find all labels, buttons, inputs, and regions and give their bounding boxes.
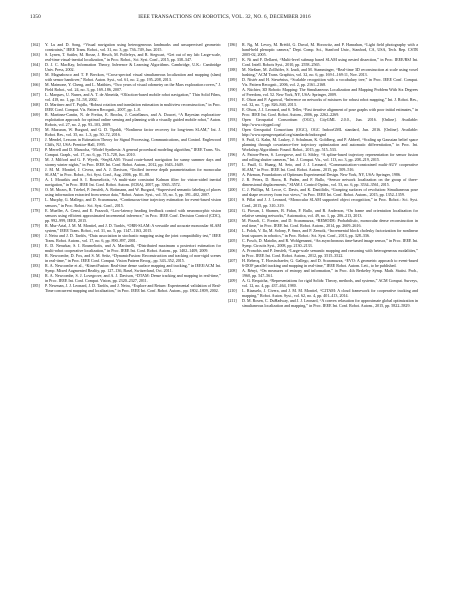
reference-entry bbox=[228, 42, 418, 57]
reference-text: Open Geospatial Consortium (OGC), OGC IndoorGML standard, Jun. 2016. [Online]. Available: http://www.opengeospatial.org/standards/indoorgml bbox=[242, 127, 418, 138]
reference-entry bbox=[31, 167, 221, 177]
reference-text: P. Merrell and D. Manocha, “Model Synthesis: A general procedural modeling algorithm,” IEEE Trans. Vis. Comput. Graph., vol. 17, no. 6, pp. 715–728, Jun. 2010. bbox=[45, 147, 221, 158]
reference-entry bbox=[31, 243, 221, 253]
reference-number: [198] bbox=[228, 172, 237, 178]
reference-text: J. Neira and J. D. Tardós, “Data association in stochastic mapping using the joint compatibility test,” IEEE Trans. Robot. Autom., vol. 17, no. 6, pp. 890–897, 2001. bbox=[45, 232, 221, 243]
reference-text: E. Mueller, A. Censi, and E. Frazzoli, “Low-latency heading feedback control with neuromorphic vision sensors using efficient approximated incremental inference,” in Proc. IEEE Conf. Decision Control (CDC), pp. 992–999, IEEE, 2015. bbox=[45, 207, 221, 223]
reference-entry bbox=[228, 162, 418, 172]
reference-number: [181] bbox=[31, 242, 40, 248]
reference-number: [175] bbox=[31, 177, 40, 183]
reference-text: P. Newman, J. J. Leonard, J. D. Tardós, and J. Neira, “Explore and Return: Experimental validation of Real-Time concurrent mapping and localization,” in Proc. IEEE Int. Conf. Robot. Autom., pp. 1802–1809, 2002. bbox=[45, 282, 221, 293]
reference-text: G. Piovan, I. Shames, B. Fidan, F. Bullo, and B. Anderson, “On frame and orientation localization for relative sensing networks,” Automatica, vol. 49, no. 1, pp. 206–213, 2013. bbox=[242, 207, 418, 218]
reference-text: Y. Lu and D. Song, “Visual navigation using heterogeneous landmarks and unsupervised geometric constraints,” IEEE Trans. Robot., vol. 31, no. 3, pp. 736–749, Jun. 2015. bbox=[45, 42, 221, 53]
reference-entry bbox=[228, 137, 418, 152]
reference-number: [185] bbox=[31, 282, 40, 288]
references-right-column bbox=[228, 42, 418, 308]
reference-text: E. D. Nerurkar, S. I. Roumeliotis, and A. Martinelli, “Distributed maximum a posteriori estimation for multi-robot cooperative localization,” in Proc. IEEE Int. Conf. Robot. Autom., pp. 1402–1409, 2009. bbox=[45, 242, 221, 253]
reference-entry bbox=[228, 117, 418, 127]
reference-text: L. Riazuelo, J. Civera, and J. M. M. Montiel, “C2TAM: A cloud framework for cooperative tracking and mapping,” Robot. Auton. Syst., vol. 62, no. 4, pp. 401–413, 2014. bbox=[242, 287, 418, 298]
reference-text: S. Pillai and J. J. Leonard, “Monocular SLAM supported object recognition,” in Proc. Robot.: Sci. Syst. Conf., 2015, pp. 310–319. bbox=[242, 197, 418, 208]
reference-entry bbox=[31, 233, 221, 243]
reference-text: R. A. Newcombe, S. J. Lovegrove, and A. J. Davison, “DTAM: Dense tracking and mapping in real-time,” in Proc. IEEE Int. Conf. Comput. Vision, pp. 2320–2327, 2011. bbox=[45, 272, 221, 283]
reference-entry bbox=[228, 288, 418, 298]
reference-text: O. M. Mozos, R. Triebel, P. Jensfelt, A. Rottmann, and W. Burgard, “Supervised semantic labeling of places using information extracted from sensor data,” Robot. Auton. Syst., vol. 55, no. 5, pp. 391–402, 2007. bbox=[45, 187, 221, 198]
reference-number: [210] bbox=[228, 287, 237, 293]
reference-text: R. Mur-Artal, J. M. M. Montiel, and J. D. Tardós, “ORB-SLAM: A versatile and accurate monocular SLAM system,” IEEE Trans. Robot., vol. 31, no. 5, pp. 1147–1163, 2015. bbox=[45, 222, 221, 233]
reference-number: [211] bbox=[228, 297, 237, 303]
reference-number: [190] bbox=[228, 87, 237, 93]
reference-number: [163] bbox=[31, 52, 40, 58]
reference-number: [174] bbox=[31, 167, 40, 173]
reference-text: C. J. Phillips, M. Lecce, C. Davis, and K. Daniilidis, “Grasping surfaces of revolution: Simultaneous pose and shape recovery from two views,” in Proc. IEEE Int. Conf. Robot. Autom., 2015, pp. 1352–1359. bbox=[242, 187, 418, 198]
reference-number: [194] bbox=[228, 127, 237, 133]
reference-entry bbox=[31, 263, 221, 273]
reference-text: D. M. Rosen, C. DuHadway, and J. J. Leonard, “A convex relaxation for approximate global optimization in simultaneous localization and mapping,” in Proc. IEEE Int. Conf. Robot. Autom., 2015, pp. 5822–5829. bbox=[242, 297, 418, 308]
reference-text: K. Ni and F. Dellaert, “Multi-level submap based SLAM using nested dissection,” in Proc. IEEE/RSJ Int. Conf. Intell. Robots Syst., 2010, pp. 2558–2565. bbox=[242, 57, 418, 68]
reference-number: [171] bbox=[31, 137, 40, 143]
reference-number: [166] bbox=[31, 82, 40, 88]
reference-text: M. Mazuran, W. Burgard, and G. D. Tipaldi, “Nonlinear factor recovery for long-term SLAM,” Int. J. Robot. Res., vol. 35, no. 1–3, pp. 50–72, 2016. bbox=[45, 127, 221, 138]
reference-number: [208] bbox=[228, 267, 237, 273]
reference-text: M. Nießner, M. Zollhöfer, S. Izadi, and M. Stamminger, “Real-time 3D reconstruction at scale using voxel hashing,” ACM Trans. Graphics, vol. 32, no. 6, pp. 169:1–169:11, Nov. 2013. bbox=[242, 67, 418, 78]
reference-number: [200] bbox=[228, 187, 237, 193]
reference-number: [186] bbox=[228, 42, 237, 47]
reference-text: R. Martinez-Cantin, N. de Freitas, E. Brochu, J. Castellanos, and A. Doucet, “A Bayesian exploration-exploitation approach for optimal online sensing and planning with a visually guided mobile robot,” Auton. Robots, vol. 27, no. 2, pp. 93–103, 2009. bbox=[45, 112, 221, 128]
reference-entry bbox=[31, 208, 221, 223]
reference-text: D. Martinec and T. Pajdla, “Robust rotation and translation estimation in multiview reconstruction,” in Proc. IEEE Conf. Comput. Vis. Pattern Recognit., 2007, pp. 1–8. bbox=[45, 102, 221, 113]
reference-number: [191] bbox=[228, 97, 237, 103]
reference-entry bbox=[228, 278, 418, 288]
reference-entry bbox=[228, 87, 418, 97]
page-header bbox=[30, 13, 419, 22]
reference-text: D. J. C. MacKay, Information Theory, Inference & Learning Algorithms. Cambridge, U.K.: Cambridge Univ. Press, 2002. bbox=[45, 62, 221, 73]
reference-number: [165] bbox=[31, 72, 40, 78]
reference-text: R. Newcombe, D. Fox, and S. M. Seitz, “DynamicFusion: Reconstruction and tracking of non-rigid scenes in real-time,” in Proc. IEEE Conf. Comput. Vision Pattern Recog., pp. 343–352, 2015. bbox=[45, 252, 221, 263]
reference-number: [167] bbox=[31, 92, 40, 98]
reference-text: M. J. Milford and G. F. Wyeth, “SeqSLAM: Visual route-based navigation for sunny summer days and stormy winter nights,” in Proc. IEEE Int. Conf. Robot. Autom., 2012, pp. 1643–1649. bbox=[45, 157, 221, 168]
reference-entry bbox=[228, 77, 418, 87]
reference-number: [199] bbox=[228, 177, 237, 183]
reference-number: [193] bbox=[228, 117, 237, 123]
reference-number: [176] bbox=[31, 187, 40, 193]
reference-number: [170] bbox=[31, 127, 40, 133]
reference-number: [206] bbox=[228, 247, 237, 253]
page-number: 1350 bbox=[30, 14, 41, 20]
reference-number: [195] bbox=[228, 137, 237, 143]
reference-text: A. Patron-Perez, S. Lovegrove, and G. Sibley, “A spline-based trajectory representation for sensor fusion and rolling shutter cameras,” Int. J. Comput. Vis., vol. 113, no. 3, pp. 208–219, 2015. bbox=[242, 152, 418, 163]
reference-text: M. Maimone, Y. Cheng, and L. Matthies, “Two years of visual odometry on the Mars exploration rovers,” J. Field Robot., vol. 24, no. 3, pp. 169–186, 2007. bbox=[45, 82, 221, 93]
reference-text: L. Paull, G. Huang, M. Seto, and J. J. Leonard, “Communication-constrained multi-AUV cooperative SLAM,” in Proc. IEEE Int. Conf. Robot. Autom., 2015, pp. 509–516. bbox=[242, 162, 418, 173]
reference-number: [209] bbox=[228, 277, 237, 283]
reference-text: M. Magnabosco and T. P. Breckon, “Cross-spectral visual simultaneous localization and mapping (slam) with sensor handover,” Robot. Auton. Syst., vol. 61, no. 2, pp. 195–208, 2013. bbox=[45, 72, 221, 83]
reference-entry bbox=[31, 273, 221, 283]
reference-entry bbox=[31, 102, 221, 112]
reference-entry bbox=[228, 248, 418, 258]
reference-entry bbox=[228, 238, 418, 248]
reference-text: Open Geospatial Consortium (OGC), CityGML 2.0.0., Jun. 2016. [Online]. Available: http://www.citygml.org/ bbox=[242, 117, 418, 128]
reference-entry bbox=[31, 177, 221, 187]
reference-text: R. Ng, M. Levoy, M. Brédif, G. Duval, M. Horowitz, and P. Hanrahan, “Light field photography with a hand-held plenoptic camera,” Dept. Comp. Sci., Stanford Univ., Stanford, CA, USA, Tech. Rep. CSTR 2005-02, 2005. bbox=[242, 42, 418, 58]
reference-entry bbox=[31, 92, 221, 102]
reference-entry bbox=[31, 82, 221, 92]
reference-number: [197] bbox=[228, 162, 237, 168]
reference-number: [192] bbox=[228, 107, 237, 113]
reference-entry bbox=[31, 127, 221, 137]
reference-number: [183] bbox=[31, 262, 40, 268]
reference-number: [207] bbox=[228, 257, 237, 263]
reference-number: [196] bbox=[228, 152, 237, 158]
reference-entry bbox=[31, 223, 221, 233]
reference-text: J. Mendel, Lessons in Estimation Theory for Signal Processing, Communications, and Control. Englewood Cliffs, NJ, USA: Prentice-Hall, 1995. bbox=[45, 137, 221, 148]
reference-number: [187] bbox=[228, 57, 237, 63]
reference-number: [180] bbox=[31, 232, 40, 238]
journal-running-title: IEEE TRANSACTIONS ON ROBOTICS, VOL. 32, NO. 6, DECEMBER 2016 bbox=[138, 14, 311, 20]
reference-text: D. Nistér and H. Stewénius, “Scalable recognition with a vocabulary tree,” in Proc. IEEE Conf. Comput. Vis. Pattern Recognit., 2006, vol. 2, pp. 2161–2168. bbox=[242, 77, 418, 88]
reference-text: A. I. Mourikis and S. I. Roumeliotis, “A multi-state constraint Kalman filter for vision-aided inertial navigation,” in Proc. IEEE Int. Conf. Robot. Autom. (ICRA), 2007, pp. 3565–3572. bbox=[45, 177, 221, 188]
reference-number: [205] bbox=[228, 237, 237, 243]
reference-number: [168] bbox=[31, 102, 40, 108]
reference-number: [189] bbox=[228, 77, 237, 83]
reference-text: R. A. Newcombe et al., “KinectFusion: Real-time dense surface mapping and tracking,” in IEEE/ACM Int. Symp. Mixed Augmented Reality, pp. 127–136, Basel, Switzerland, Oct. 2011. bbox=[45, 262, 221, 273]
reference-entry bbox=[31, 187, 221, 197]
reference-text: M. Pizzoli, C. Forster, and D. Scaramuzza, “REMODE: Probabilistic, monocular dense reconstruction in real time,” in Proc. IEEE Int. Conf. Robot. Autom., 2014, pp. 2609–2616. bbox=[242, 217, 418, 228]
reference-text: L. Polok, V. Ila, M. Solony, P. Smrz, and P. Zemcik, “Incremental block cholesky factorization for nonlinear least squares in robotics,” in Proc. Robot.: Sci. Syst. Conf., 2013, pp. 328–336. bbox=[242, 227, 418, 238]
reference-entry bbox=[31, 52, 221, 62]
reference-text: A. Pázman, Foundations of Optimum Experimental Design. New York, NY, USA: Springer, 1986. bbox=[242, 172, 401, 178]
reference-number: [162] bbox=[31, 42, 40, 47]
reference-number: [164] bbox=[31, 62, 40, 68]
reference-number: [179] bbox=[31, 222, 40, 228]
reference-entry bbox=[228, 208, 418, 218]
reference-entry bbox=[228, 298, 418, 308]
reference-entry bbox=[228, 218, 418, 228]
reference-number: [178] bbox=[31, 207, 40, 213]
reference-entry bbox=[228, 197, 418, 207]
reference-text: H. Rebecq, T. Horstschaefer, G. Gallego, and D. Scaramuzza, “EVO: A geometric approach to event-based 6-DOF parallel tracking and mapping in real-time,” IEEE Robot. Autom. Lett., to be published. bbox=[242, 257, 418, 268]
references-left-column bbox=[31, 42, 221, 293]
reference-text: S. Lynen, T. Sattler, M. Bosse, J. Hesch, M. Pollefeys, and R. Siegwart, “Get out of my lab: Large-scale, real-time visual-inertial localization,” in Proc. Robot., Sci. Syst. Conf., 2015, pp. 338–347. bbox=[45, 52, 221, 63]
reference-entry bbox=[31, 197, 221, 207]
reference-number: [188] bbox=[228, 67, 237, 73]
reference-entry bbox=[31, 62, 221, 72]
reference-text: A. Nüchter, 3D Robotic Mapping: The Simultaneous Localization and Mapping Problem With Six Degrees of Freedom, vol. 52. New York, NY, USA: Springer, 2009. bbox=[242, 87, 418, 98]
reference-entry bbox=[31, 283, 221, 293]
reference-entry bbox=[228, 67, 418, 77]
reference-number: [202] bbox=[228, 207, 237, 213]
reference-number: [204] bbox=[228, 227, 237, 233]
reference-text: A. Pronobis and P. Jensfelt, “Large-scale semantic mapping and reasoning with heterogeneous modalities,” in Proc. IEEE Int. Conf. Robot. Autom., 2012, pp. 3515–3522. bbox=[242, 247, 418, 258]
reference-entry bbox=[228, 152, 418, 162]
reference-text: S. Patil, G. Kahn, M. Laskey, J. Schulman, K. Goldberg, and P. Abbeel, “Scaling up Gaussian belief space planning through covariance-free trajectory optimization and automatic differentiation,” in Proc. Int. Workshop Algorithmic Found. Robot., 2015, pp. 515–533. bbox=[242, 137, 418, 153]
reference-number: [173] bbox=[31, 157, 40, 163]
reference-entry bbox=[228, 177, 418, 187]
reference-number: [177] bbox=[31, 197, 40, 203]
reference-number: [184] bbox=[31, 272, 40, 278]
reference-text: J. M. M. Montiel, J. Civera, and A. J. Davison, “Unified inverse depth parametrization for monocular SLAM,” in Proc. Robot., Sci. Syst. Conf., Aug. 2006, pp. 81–88. bbox=[45, 167, 221, 178]
reference-entry bbox=[228, 268, 418, 278]
reference-text: L. Murphy, G. Mallego, and D. Scaramuzza, “Continuous-time trajectory estimation for event-based vision sensors,” in Proc. Robot.: Sci. Syst. Conf., 2015. bbox=[45, 197, 221, 208]
reference-entry bbox=[228, 57, 418, 67]
reference-number: [169] bbox=[31, 112, 40, 118]
reference-text: A. G. Requicha, “Representations for rigid Solids: Theory, methods, and systems,” ACM Comput. Surveys, vol. 12, no. 4, pp. 437–464, 1980. bbox=[242, 277, 418, 288]
reference-number: [203] bbox=[228, 217, 237, 223]
reference-text: L. Marques, U. Nunes, and A. T. de Almeida, “Olfaction-based mobile robot navigation,” Thin Solid Films, vol. 418, no. 1, pp. 51–58, 2002. bbox=[45, 92, 221, 103]
reference-entry bbox=[228, 228, 418, 238]
reference-text: J. R. Peters, D. Borra, B. Paden, and F. Bullo, “Sensor network localization on the group of three-dimensional displacements,” SIAM J. Control Optim., vol. 53, no. 6, pp. 3534–3561, 2015. bbox=[242, 177, 418, 188]
reference-entry bbox=[31, 147, 221, 157]
reference-text: E. Olson and P. Agarwal, “Inference on networks of mixtures for robust robot mapping,” Int. J. Robot. Res., vol. 32, no. 7, pp. 826–840, 2013. bbox=[242, 97, 418, 108]
reference-number: [182] bbox=[31, 252, 40, 258]
reference-number: [172] bbox=[31, 147, 40, 153]
reference-entry bbox=[31, 42, 221, 52]
reference-entry bbox=[31, 137, 221, 147]
reference-text: A. Rényi, “On measures of entropy and information,” in Proc. 4th Berkeley Symp. Math. Statist. Prob., 1960, pp. 547–561. bbox=[242, 267, 418, 278]
reference-text: E. Olson, J. J. Leonard, and S. Teller, “Fast iterative alignment of pose graphs with poor initial estimates,” in Proc. IEEE Int. Conf. Robot. Autom., 2006, pp. 2262–2269. bbox=[242, 107, 418, 118]
reference-entry bbox=[228, 127, 418, 137]
reference-entry bbox=[31, 157, 221, 167]
reference-text: C. Posch, D. Matolin, and R. Wohlgenannt, “An asynchronous time-based image sensor,” in Proc. IEEE Int. Symp. Circuits Syst., 2008, pp. 2130–2133. bbox=[242, 237, 418, 248]
reference-entry bbox=[228, 187, 418, 197]
reference-entry bbox=[228, 97, 418, 107]
reference-entry bbox=[31, 112, 221, 127]
reference-entry bbox=[228, 258, 418, 268]
reference-number: [201] bbox=[228, 197, 237, 203]
reference-entry bbox=[228, 107, 418, 117]
reference-entry bbox=[31, 72, 221, 82]
reference-entry bbox=[31, 253, 221, 263]
